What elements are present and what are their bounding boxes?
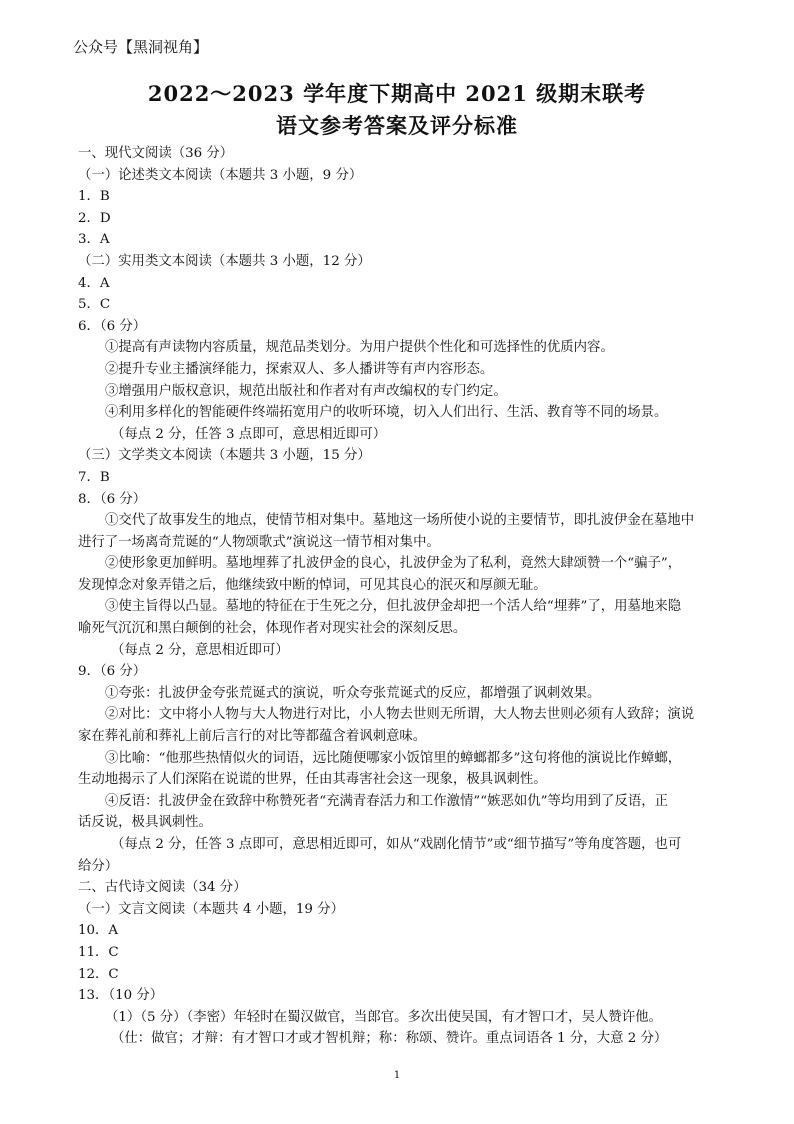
answer-point: ③比喻：“他那些热情似火的词语，远比随便哪家小饭馆里的蟑螂都多”这句将他的演说比作蟑螂， [105, 750, 682, 766]
exam-title: 2022～2023 学年度下期高中 2021 级期末联考 [147, 81, 647, 106]
scoring-note-continued: 给分） [78, 858, 119, 874]
answer-item: 9．（6 分） [78, 664, 147, 680]
page-number: 1 [393, 1070, 401, 1081]
answer-point-continued: 喻死气沉沉和黑白颠倒的社会，体现作者对现实社会的深刻反思。 [78, 621, 467, 637]
answer-point: ①夸张：扎波伊金夸张荒诞式的演说，听众夸张荒诞式的反应，都增强了讽刺效果。 [105, 685, 601, 701]
answer-item: 5．C [78, 297, 111, 313]
answer-point-continued: 话反说，极具讽刺性。 [78, 815, 212, 831]
answer-item: 10．A [78, 923, 119, 939]
answer-item: 2．D [78, 210, 111, 226]
answer-item: 12．C [78, 966, 119, 982]
answer-point-continued: 家在葬礼前和葬礼上前后言行的对比等都蕴含着讽刺意味。 [78, 729, 427, 745]
answer-point: ③使主旨得以凸显。墓地的特征在于生死之分，但扎波伊金却把一个活人给“埋葬”了，用墓地来隐 [105, 599, 682, 615]
answer-item: 13．（10 分） [78, 988, 164, 1004]
answer-point: ②对比：文中将小人物与大人物进行对比，小人物去世则无所谓，大人物去世则必须有人致辞；演说 [105, 707, 695, 723]
answer-point: ②使形象更加鲜明。墓地埋葬了扎波伊金的良心，扎波伊金为了私利，竟然大肆颂赞一个“骗子”， [105, 556, 682, 572]
answer-point: ④反语：扎波伊金在致辞中称赞死者“充满青春活力和工作激情”“嫉恶如仇”等均用到了反语，正 [105, 793, 669, 809]
answer-point: ②提升专业主播演绎能力，探索双人、多人播讲等有声内容形态。 [105, 361, 494, 377]
answer-content [78, 143, 724, 1050]
subsection-heading: （三）文学类文本阅读（本题共 3 小题，15 分） [78, 448, 371, 464]
answer-item: 1．B [78, 189, 110, 205]
doc-subtitle: 语文参考答案及评分标准 [276, 113, 518, 138]
watermark-text: 公众号【黑洞视角】 [73, 38, 209, 56]
answer-item: 11．C [78, 944, 119, 960]
answer-point: ④利用多样化的智能硬件终端拓宽用户的收听环境，切入人们出行、生活、教育等不同的场景。 [105, 405, 668, 421]
answer-point: （1）（5 分）（李密）年轻时在蜀汉做官，当郎官。多次出使吴国，有才智口才，吴人赞许他。 [105, 1009, 662, 1025]
answer-point-continued: 进行了一场离奇荒诞的“人物颂歌式”演说这一情节相对集中。 [78, 534, 440, 550]
scoring-note: （每点 2 分，意思相近即可） [111, 642, 289, 658]
answer-item: 3．A [78, 232, 110, 248]
answer-item: 7．B [78, 469, 110, 485]
subsection-heading: （二）实用类文本阅读（本题共 3 小题，12 分） [78, 253, 371, 269]
scoring-note: （每点 2 分，任答 3 点即可，意思相近即可，如从“戏剧化情节”或“细节描写”等角度答题，也可 [111, 837, 682, 852]
section-heading: 二、古代诗文阅读（34 分） [78, 880, 247, 896]
scoring-note: （仕：做官；才辩：有才智口才或才智机辩；称：称颂、赞许。重点词语各 1 分，大意 2 分） [111, 1031, 668, 1047]
answer-point: ①交代了故事发生的地点，使情节相对集中。墓地这一场所使小说的主要情节，即扎波伊金在墓地中 [105, 513, 695, 529]
answer-point: ①提高有声读物内容质量，规范品类划分。为用户提供个性化和可选择性的优质内容。 [105, 340, 614, 356]
answer-point: ③增强用户版权意识，规范出版社和作者对有声改编权的专门约定。 [105, 383, 507, 399]
section-heading: 一、现代文阅读（36 分） [78, 146, 234, 161]
answer-point-continued: 发现悼念对象弄错之后，他继续致中断的悼词，可见其良心的泯灭和厚颜无耻。 [78, 577, 547, 593]
subsection-heading: （一）论述类文本阅读（本题共 3 小题，9 分） [78, 167, 363, 183]
answer-item: 4．A [78, 275, 110, 291]
subsection-heading: （一）文言文阅读（本题共 4 小题，19 分） [78, 901, 344, 917]
scoring-note: （每点 2 分，任答 3 点即可，意思相近即可） [111, 426, 387, 442]
answer-item: 6．（6 分） [78, 318, 147, 334]
answer-item: 8．（6 分） [78, 491, 147, 507]
answer-point-continued: 生动地揭示了人们深陷在说谎的世界，任由其毒害社会这一现象，极具讽刺性。 [78, 772, 547, 788]
